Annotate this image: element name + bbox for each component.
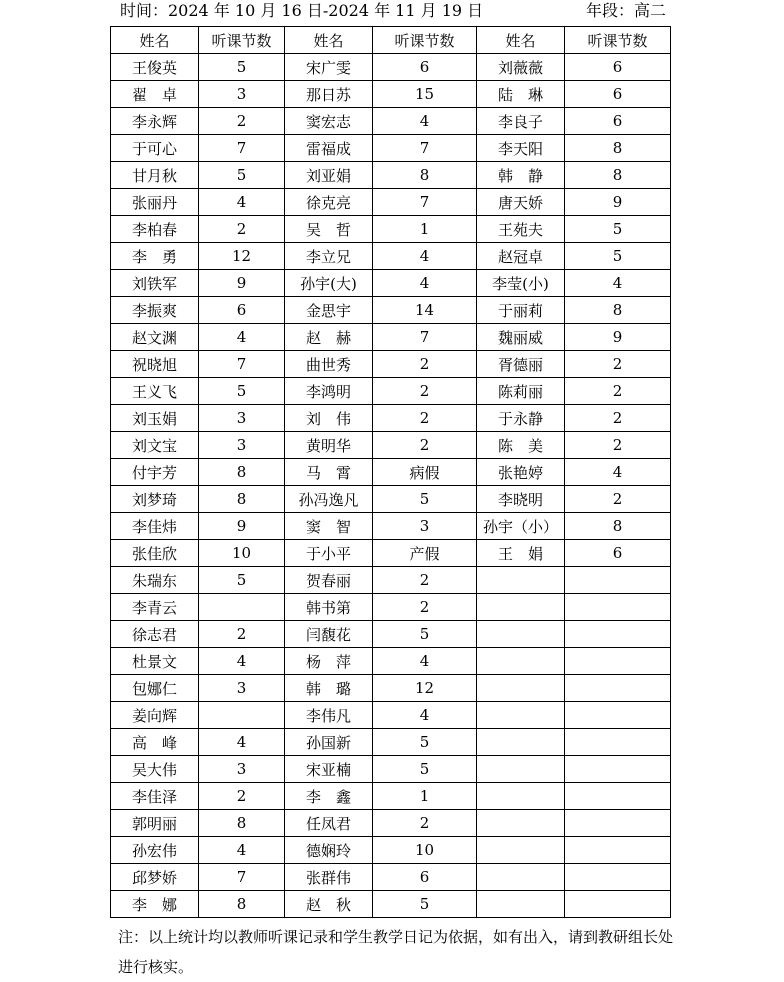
lesson-count-cell: 2	[373, 378, 477, 405]
teacher-name-cell: 李 鑫	[285, 783, 373, 810]
teacher-name-cell: 李 娜	[111, 891, 199, 918]
teacher-name-cell: 李晓明	[477, 486, 565, 513]
teacher-name-cell: 张艳婷	[477, 459, 565, 486]
lesson-count-cell: 8	[565, 162, 671, 189]
table-row	[111, 891, 671, 918]
lesson-count-cell: 7	[199, 135, 285, 162]
table-row	[111, 324, 671, 351]
table-row	[111, 81, 671, 108]
teacher-name-cell: 雷福成	[285, 135, 373, 162]
header-row	[111, 27, 671, 54]
table-row	[111, 810, 671, 837]
table-row	[111, 837, 671, 864]
lesson-count-cell: 3	[199, 756, 285, 783]
teacher-name-cell: 李立兄	[285, 243, 373, 270]
lesson-count-cell: 5	[373, 486, 477, 513]
teacher-name-cell: 任凤君	[285, 810, 373, 837]
lesson-count-cell: 12	[199, 243, 285, 270]
lesson-count-cell: 2	[199, 783, 285, 810]
lesson-count-cell	[199, 702, 285, 729]
teacher-name-cell: 刘文宝	[111, 432, 199, 459]
teacher-name-cell	[477, 729, 565, 756]
lesson-count-cell: 10	[373, 837, 477, 864]
lesson-count-cell: 3	[373, 513, 477, 540]
teacher-name-cell: 赵 赫	[285, 324, 373, 351]
page-header	[0, 0, 784, 24]
teacher-name-cell: 杨 萍	[285, 648, 373, 675]
teacher-name-cell: 孙宏伟	[111, 837, 199, 864]
grade-label: 年段：高二	[586, 1, 667, 20]
lesson-count-cell: 5	[373, 891, 477, 918]
teacher-name-cell: 朱瑞东	[111, 567, 199, 594]
teacher-name-cell: 韩 静	[477, 162, 565, 189]
teacher-name-cell: 陈莉丽	[477, 378, 565, 405]
lesson-count-cell: 8	[199, 459, 285, 486]
lesson-count-cell: 3	[199, 675, 285, 702]
teacher-name-cell: 张丽丹	[111, 189, 199, 216]
teacher-name-cell: 邱梦娇	[111, 864, 199, 891]
teacher-name-cell: 贺春丽	[285, 567, 373, 594]
lesson-count-cell: 3	[199, 432, 285, 459]
teacher-name-cell: 赵冠卓	[477, 243, 565, 270]
teacher-name-cell: 张佳欣	[111, 540, 199, 567]
lesson-count-cell: 2	[373, 567, 477, 594]
teacher-name-cell: 张群伟	[285, 864, 373, 891]
teacher-name-cell: 于永静	[477, 405, 565, 432]
lesson-count-cell: 4	[199, 729, 285, 756]
lesson-count-cell	[565, 621, 671, 648]
teacher-name-cell: 赵文渊	[111, 324, 199, 351]
teacher-name-cell: 李佳炜	[111, 513, 199, 540]
teacher-name-cell: 刘 伟	[285, 405, 373, 432]
teacher-name-cell	[477, 891, 565, 918]
teacher-name-cell: 宋亚楠	[285, 756, 373, 783]
teacher-name-cell	[477, 675, 565, 702]
lesson-count-cell: 7	[199, 864, 285, 891]
lesson-count-cell: 8	[199, 810, 285, 837]
teacher-name-cell: 窦宏志	[285, 108, 373, 135]
lesson-count-cell	[565, 891, 671, 918]
table-row	[111, 135, 671, 162]
lesson-count-cell: 10	[199, 540, 285, 567]
table-body	[111, 54, 671, 918]
lesson-count-cell: 2	[373, 594, 477, 621]
teacher-name-cell: 魏丽威	[477, 324, 565, 351]
lesson-count-cell: 8	[199, 891, 285, 918]
table-row	[111, 108, 671, 135]
lesson-count-cell: 产假	[373, 540, 477, 567]
lesson-count-cell: 2	[373, 405, 477, 432]
lesson-count-cell: 2	[373, 810, 477, 837]
teacher-name-cell: 刘薇薇	[477, 54, 565, 81]
teacher-name-cell: 王义飞	[111, 378, 199, 405]
teacher-name-cell: 李永辉	[111, 108, 199, 135]
lesson-count-cell: 3	[199, 405, 285, 432]
teacher-name-cell: 胥德丽	[477, 351, 565, 378]
teacher-name-cell: 闫馥花	[285, 621, 373, 648]
lesson-count-cell: 8	[565, 513, 671, 540]
teacher-name-cell	[477, 810, 565, 837]
table-row	[111, 540, 671, 567]
table-row	[111, 648, 671, 675]
lesson-count-cell: 4	[373, 243, 477, 270]
teacher-name-cell: 李 勇	[111, 243, 199, 270]
lesson-count-cell: 12	[373, 675, 477, 702]
lesson-count-cell	[565, 567, 671, 594]
lesson-count-cell: 7	[373, 324, 477, 351]
teacher-name-cell: 韩 璐	[285, 675, 373, 702]
teacher-name-cell: 窦 智	[285, 513, 373, 540]
table-row	[111, 432, 671, 459]
teacher-name-cell: 杜景文	[111, 648, 199, 675]
teacher-name-cell: 于丽莉	[477, 297, 565, 324]
table-row	[111, 702, 671, 729]
lesson-count-cell: 8	[373, 162, 477, 189]
teacher-name-cell: 刘玉娟	[111, 405, 199, 432]
teacher-name-cell: 曲世秀	[285, 351, 373, 378]
table-row	[111, 594, 671, 621]
lesson-count-cell: 4	[199, 648, 285, 675]
lesson-count-cell	[565, 702, 671, 729]
lesson-count-cell: 6	[565, 540, 671, 567]
table-row	[111, 162, 671, 189]
table-row	[111, 459, 671, 486]
teacher-name-cell: 陈 美	[477, 432, 565, 459]
lesson-count-cell: 6	[199, 297, 285, 324]
lesson-count-cell: 2	[199, 621, 285, 648]
lesson-count-cell: 3	[199, 81, 285, 108]
lesson-count-cell: 2	[565, 432, 671, 459]
teacher-name-cell: 金思宇	[285, 297, 373, 324]
teacher-name-cell: 李柏春	[111, 216, 199, 243]
lesson-count-cell	[565, 810, 671, 837]
teacher-name-cell: 高 峰	[111, 729, 199, 756]
table-row	[111, 729, 671, 756]
lesson-count-cell: 2	[199, 108, 285, 135]
lesson-count-cell: 7	[199, 351, 285, 378]
table-row	[111, 513, 671, 540]
teacher-name-cell: 李青云	[111, 594, 199, 621]
teacher-name-cell: 孙国新	[285, 729, 373, 756]
lesson-count-cell: 5	[373, 621, 477, 648]
teacher-name-cell	[477, 594, 565, 621]
teacher-name-cell: 于可心	[111, 135, 199, 162]
lesson-count-cell: 14	[373, 297, 477, 324]
table-row	[111, 378, 671, 405]
lesson-count-cell: 15	[373, 81, 477, 108]
header-name: 姓名	[111, 27, 199, 54]
teacher-name-cell: 王俊英	[111, 54, 199, 81]
teacher-name-cell: 祝晓旭	[111, 351, 199, 378]
footnote: 注：以上统计均以教师听课记录和学生教学日记为依据，如有出入，请到教研组长处进行核实。	[118, 928, 674, 976]
table-row	[111, 621, 671, 648]
lesson-count-cell: 4	[199, 189, 285, 216]
teacher-name-cell: 李良子	[477, 108, 565, 135]
lesson-count-cell: 4	[373, 702, 477, 729]
lesson-count-cell: 2	[565, 405, 671, 432]
teacher-name-cell: 包娜仁	[111, 675, 199, 702]
lesson-count-cell	[565, 783, 671, 810]
lesson-count-cell: 2	[565, 351, 671, 378]
teacher-name-cell: 韩书第	[285, 594, 373, 621]
teacher-name-cell: 李佳泽	[111, 783, 199, 810]
teacher-name-cell	[477, 864, 565, 891]
lesson-count-cell: 4	[373, 270, 477, 297]
lesson-count-cell: 6	[565, 81, 671, 108]
lesson-count-cell: 8	[199, 486, 285, 513]
teacher-name-cell: 甘月秋	[111, 162, 199, 189]
teacher-name-cell: 李天阳	[477, 135, 565, 162]
teacher-name-cell: 马 霄	[285, 459, 373, 486]
lesson-count-cell	[565, 756, 671, 783]
teacher-name-cell: 孙宇（小）	[477, 513, 565, 540]
table-header	[111, 27, 671, 54]
table-row	[111, 486, 671, 513]
attendance-table	[110, 26, 671, 918]
table-row	[111, 216, 671, 243]
lesson-count-cell: 5	[373, 756, 477, 783]
teacher-name-cell: 李鸿明	[285, 378, 373, 405]
teacher-name-cell: 李伟凡	[285, 702, 373, 729]
lesson-count-cell: 6	[373, 54, 477, 81]
lesson-count-cell: 8	[565, 135, 671, 162]
teacher-name-cell: 孙冯逸凡	[285, 486, 373, 513]
teacher-name-cell: 李莹(小)	[477, 270, 565, 297]
teacher-name-cell: 徐克亮	[285, 189, 373, 216]
teacher-name-cell: 孙宇(大)	[285, 270, 373, 297]
lesson-count-cell: 1	[373, 216, 477, 243]
lesson-count-cell: 4	[199, 837, 285, 864]
lesson-count-cell	[565, 864, 671, 891]
table-row	[111, 756, 671, 783]
lesson-count-cell: 2	[565, 486, 671, 513]
teacher-name-cell: 唐天娇	[477, 189, 565, 216]
teacher-name-cell: 刘亚娟	[285, 162, 373, 189]
lesson-count-cell: 5	[565, 216, 671, 243]
teacher-name-cell: 徐志君	[111, 621, 199, 648]
teacher-name-cell: 王苑夫	[477, 216, 565, 243]
teacher-name-cell: 于小平	[285, 540, 373, 567]
lesson-count-cell: 4	[373, 108, 477, 135]
header-count: 听课节数	[199, 27, 285, 54]
teacher-name-cell: 黄明华	[285, 432, 373, 459]
lesson-count-cell: 5	[199, 378, 285, 405]
teacher-name-cell: 郭明丽	[111, 810, 199, 837]
table-row	[111, 189, 671, 216]
teacher-name-cell: 姜向辉	[111, 702, 199, 729]
teacher-name-cell: 李振爽	[111, 297, 199, 324]
table-row	[111, 297, 671, 324]
teacher-name-cell: 赵 秋	[285, 891, 373, 918]
table-row	[111, 270, 671, 297]
lesson-count-cell	[565, 837, 671, 864]
table-row	[111, 783, 671, 810]
lesson-count-cell	[565, 594, 671, 621]
lesson-count-cell: 4	[373, 648, 477, 675]
lesson-count-cell: 9	[565, 324, 671, 351]
table-row	[111, 405, 671, 432]
teacher-name-cell: 德娴玲	[285, 837, 373, 864]
lesson-count-cell	[565, 729, 671, 756]
teacher-name-cell	[477, 648, 565, 675]
lesson-count-cell	[565, 675, 671, 702]
teacher-name-cell: 那日苏	[285, 81, 373, 108]
lesson-count-cell: 2	[565, 378, 671, 405]
lesson-count-cell: 6	[565, 108, 671, 135]
lesson-count-cell: 9	[199, 513, 285, 540]
lesson-count-cell: 7	[373, 135, 477, 162]
lesson-count-cell: 5	[199, 54, 285, 81]
header-count: 听课节数	[373, 27, 477, 54]
teacher-name-cell: 刘梦琦	[111, 486, 199, 513]
table-row	[111, 567, 671, 594]
table-row	[111, 351, 671, 378]
lesson-count-cell: 6	[373, 864, 477, 891]
teacher-name-cell	[477, 756, 565, 783]
lesson-count-cell: 6	[565, 54, 671, 81]
lesson-count-cell: 病假	[373, 459, 477, 486]
lesson-count-cell: 5	[199, 567, 285, 594]
teacher-name-cell: 翟 卓	[111, 81, 199, 108]
lesson-count-cell: 5	[373, 729, 477, 756]
teacher-name-cell	[477, 567, 565, 594]
teacher-name-cell: 刘铁军	[111, 270, 199, 297]
date-range: 时间：2024 年 10 月 16 日-2024 年 11 月 19 日	[120, 1, 484, 20]
table-row	[111, 54, 671, 81]
teacher-name-cell	[477, 837, 565, 864]
lesson-count-cell: 4	[565, 459, 671, 486]
table-row	[111, 243, 671, 270]
lesson-count-cell	[199, 594, 285, 621]
lesson-count-cell: 4	[199, 324, 285, 351]
header-count: 听课节数	[565, 27, 671, 54]
lesson-count-cell: 2	[373, 432, 477, 459]
teacher-name-cell: 宋广雯	[285, 54, 373, 81]
teacher-name-cell: 付宇芳	[111, 459, 199, 486]
teacher-name-cell: 王 娟	[477, 540, 565, 567]
lesson-count-cell: 2	[373, 351, 477, 378]
lesson-count-cell: 8	[565, 297, 671, 324]
lesson-count-cell: 5	[565, 243, 671, 270]
teacher-name-cell	[477, 621, 565, 648]
teacher-name-cell: 吴大伟	[111, 756, 199, 783]
lesson-count-cell: 9	[565, 189, 671, 216]
lesson-count-cell: 2	[199, 216, 285, 243]
lesson-count-cell: 4	[565, 270, 671, 297]
lesson-count-cell: 5	[199, 162, 285, 189]
teacher-name-cell: 陆 琳	[477, 81, 565, 108]
lesson-count-cell: 7	[373, 189, 477, 216]
lesson-count-cell: 1	[373, 783, 477, 810]
lesson-count-cell: 9	[199, 270, 285, 297]
teacher-name-cell	[477, 702, 565, 729]
teacher-name-cell	[477, 783, 565, 810]
header-name: 姓名	[477, 27, 565, 54]
table-row	[111, 675, 671, 702]
teacher-name-cell: 吴 哲	[285, 216, 373, 243]
lesson-count-cell	[565, 648, 671, 675]
table-row	[111, 864, 671, 891]
header-name: 姓名	[285, 27, 373, 54]
